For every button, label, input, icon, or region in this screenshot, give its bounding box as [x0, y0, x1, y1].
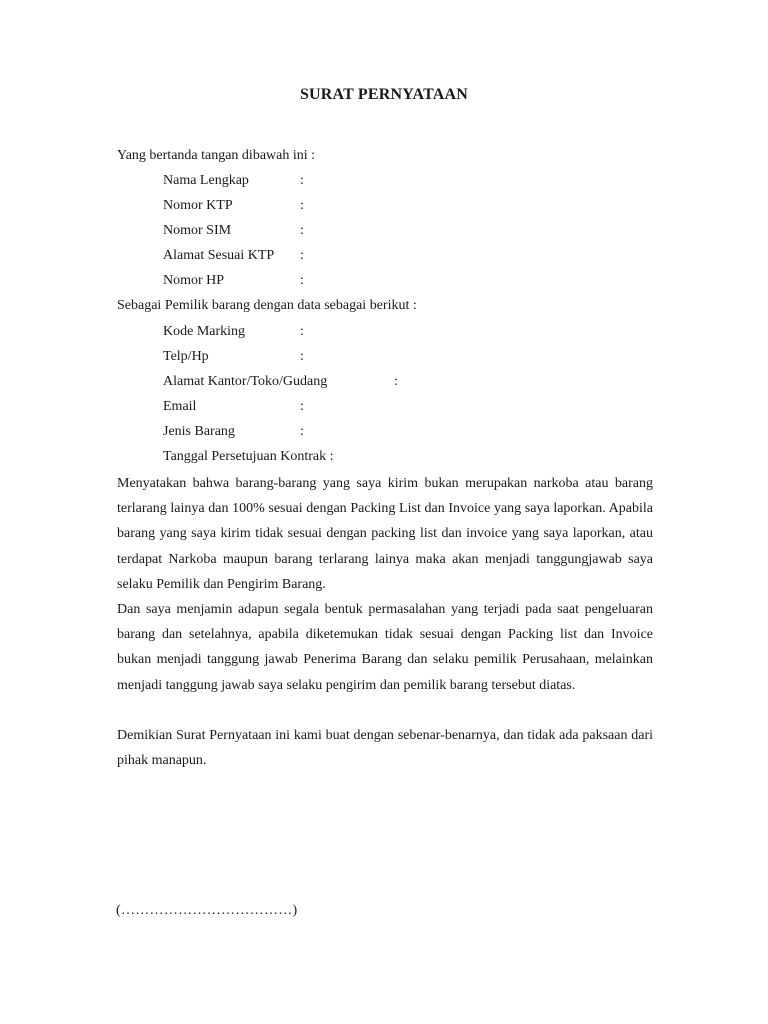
- field-label: Nomor KTP: [163, 198, 233, 213]
- field-colon: :: [300, 273, 304, 288]
- field-colon: :: [300, 248, 304, 263]
- document-title: SURAT PERNYATAAN: [299, 86, 469, 103]
- signature-line: (………………………………): [116, 903, 298, 918]
- field-label: Nomor SIM: [163, 223, 232, 238]
- field-label: Alamat Sesuai KTP: [163, 248, 275, 263]
- field-label: Email: [163, 399, 197, 414]
- statement-paragraph-3: Demikian Surat Pernyataan ini kami buat dengan sebenar-benarnya, dan tidak ada paksaan dari pihak manapun.: [117, 728, 653, 769]
- field-colon: :: [394, 374, 398, 389]
- field-colon: :: [300, 198, 304, 213]
- field-colon: :: [300, 349, 304, 364]
- statement-paragraph-2: Dan saya menjamin adapun segala bentuk permasalahan yang terjadi pada saat pengeluaran barang dan setelahnya, apabila diketemukan tidak sesuai dengan Packing list dan Invoice bukan menjadi tanggung jawab Penerima Barang dan selaku pemilik Perusahaan, melainkan menjadi tanggung jawab saya selaku pengirim dan pemilik barang tersebut diatas.: [117, 602, 653, 693]
- owner-intro-text: Sebagai Pemilik barang dengan data sebagai berikut :: [117, 298, 417, 313]
- field-colon: :: [300, 399, 304, 414]
- field-colon: :: [300, 324, 304, 339]
- field-label: Tanggal Persetujuan Kontrak :: [163, 449, 334, 464]
- field-colon: :: [300, 424, 304, 439]
- field-label: Nomor HP: [163, 273, 225, 288]
- field-colon: :: [300, 173, 304, 188]
- statement-paragraph-1: Menyatakan bahwa barang-barang yang saya kirim bukan merupakan narkoba atau barang terlarang lainya dan 100% sesuai dengan Packing List dan Invoice yang saya laporkan. Apabila barang yang saya kirim tidak sesuai dengan packing list dan invoice yang saya laporkan, atau terdapat Narkoba maupun barang terlarang lainya maka akan menjadi tanggungjawab saya selaku Pemilik dan Pengirim Barang.: [117, 476, 653, 592]
- field-label: Telp/Hp: [163, 349, 209, 364]
- field-label: Jenis Barang: [163, 424, 235, 439]
- field-label: Nama Lengkap: [163, 173, 249, 188]
- field-label: Kode Marking: [163, 324, 246, 339]
- field-colon: :: [300, 223, 304, 238]
- field-label: Alamat Kantor/Toko/Gudang: [163, 374, 328, 389]
- intro-text: Yang bertanda tangan dibawah ini :: [117, 148, 316, 163]
